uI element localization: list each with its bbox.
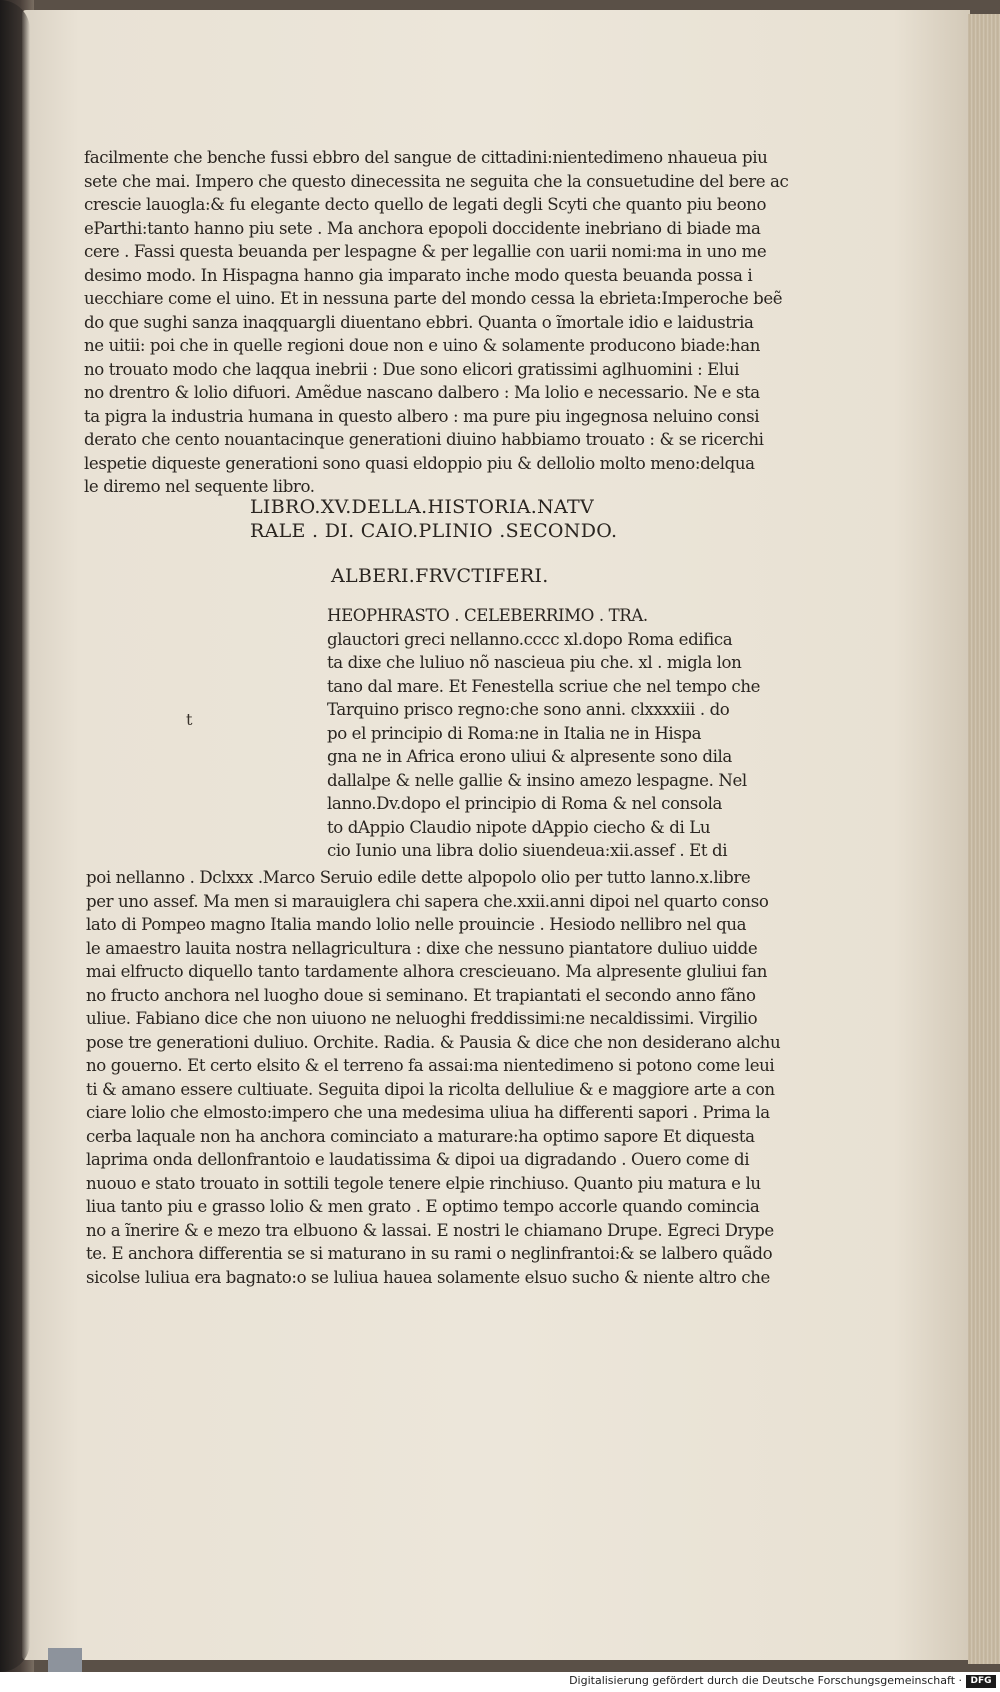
book-title-line-2: RALE . DI. CAIO.PLINIO .SECONDO. [250, 520, 618, 542]
text-line: no fructo anchora nel luogho doue si seminano. Et trapiantati el secondo anno fãno [86, 985, 756, 1005]
text-line: gna ne in Africa erono uliui & alpresente sono dila [327, 747, 732, 766]
text-line: no a ĩnerire & e mezo tra elbuono & lassai. E nostri le chiamano Drupe. Egreci Drype [86, 1220, 774, 1240]
text-line: eParthi:tanto hanno piu sete . Ma anchora epopoli doccidente inebriano di biade ma [84, 218, 761, 238]
text-line: to dAppio Claudio nipote dAppio ciecho & di Lu [327, 817, 711, 837]
binding-curl [0, 0, 30, 1672]
page-edges [968, 14, 1000, 1664]
text-line: sete che mai. Impero che questo dinecessita ne seguita che la consuetudine del bere ac [84, 171, 789, 191]
text-line: poi nellanno . Dclxxx .Marco Seruio edile dette alpopolo olio per tutto lanno.x.libre [86, 868, 751, 887]
text-line: derato che cento nouantacinque generationi diuino habbiamo trouato : & se ricerchi [84, 430, 764, 449]
text-line: pose tre generationi duliuo. Orchite. Radia. & Pausia & dice che non desiderano alchu [86, 1032, 781, 1052]
text-line: po el principio di Roma:ne in Italia ne in Hispa [327, 723, 702, 743]
dfg-logo: DFG [966, 1675, 996, 1688]
text-line: lespetie diqueste generationi sono quasi eldoppio piu & dellolio molto meno:delqua [84, 453, 755, 473]
initial-placeholder: t [186, 710, 193, 729]
text-line: ne uitii: poi che in quelle regioni doue non e uino & solamente producono biade:han [84, 336, 761, 355]
paragraph-top [84, 146, 788, 499]
text-line: uecchiare come el uino. Et in nessuna parte del mondo cessa la ebrieta:Imperoche beẽ [84, 289, 783, 308]
text-line: facilmente che benche fussi ebbro del sangue de cittadini:nientedimeno nhaueua piu [84, 148, 768, 167]
text-line: liua tanto piu e grasso lolio & men grato . E optimo tempo accorle quando comincia [86, 1197, 760, 1216]
text-line: le amaestro lauita nostra nellagricultura : dixe che nessuno piantatore duliuo uidde [86, 938, 758, 958]
text-line: sicolse luliua era bagnato:o se luliua hauea solamente elsuo sucho & niente altro che [86, 1267, 770, 1287]
text-line: nuouo e stato trouato in sottili tegole tenere elpie rinchiuso. Quanto piu matura e lu [86, 1173, 761, 1193]
text-line: do que sughi sanza inaqquargli diuentano ebbri. Quanta o ĩmortale idio e laidustria [84, 312, 754, 332]
text-line: lato di Pompeo magno Italia mando lolio nelle prouincie . Hesiodo nellibro nel qua [86, 915, 747, 934]
text-line: laprima onda dellonfrantoio e laudatissima & dipoi ua digradando . Ouero come di [86, 1150, 750, 1169]
text-line: crescie lauogla:& fu elegante decto quello de legati degli Scyti che quanto piu beono [84, 195, 767, 214]
text-line: ta pigra la industria humana in questo albero : ma pure piu ingegnosa neluino consi [84, 406, 760, 426]
book-title-line-1: LIBRO.XV.DELLA.HISTORIA.NATV [250, 496, 594, 518]
text-line: le diremo nel sequente libro. [84, 477, 315, 496]
text-line: ciare lolio che elmosto:impero che una medesima uliua ha differenti sapori . Prima la [86, 1103, 770, 1122]
text-line: Tarquino prisco regno:che sono anni. clxxxxiii . do [327, 700, 730, 719]
text-line: desimo modo. In Hispagna hanno gia imparato inche modo questa beuanda possa i [84, 265, 753, 285]
text-line: cerba laquale non ha anchora cominciato a maturare:ha optimo sapore Et diquesta [86, 1126, 755, 1146]
footer-credit: Digitalisierung gefördert durch die Deutsche Forschungsgemeinschaft · [569, 1674, 962, 1687]
text-line: no drentro & lolio difuori. Amẽdue nascano dalbero : Ma lolio e necessario. Ne e sta [84, 383, 760, 402]
bookmark-ribbon [48, 1648, 82, 1672]
text-line: no trouato modo che laqqua inebrii : Due sono elicori gratissimi aglhuomini : Elui [84, 359, 739, 379]
text-line: ta dixe che luliuo nõ nascieua piu che. xl . migla lon [327, 653, 742, 672]
text-line: per uno assef. Ma men si marauiglera chi sapera che.xxii.anni dipoi nel quarto conso [86, 891, 769, 911]
text-line: no gouerno. Et certo elsito & el terreno fa assai:ma nientedimeno si potono come leui [86, 1056, 775, 1075]
footer-bar [0, 1672, 1000, 1692]
text-line: dallalpe & nelle gallie & insino amezo lespagne. Nel [327, 770, 747, 790]
text-line: uliue. Fabiano dice che non uiuono ne neluoghi freddissimi:ne necaldissimi. Virgilio [86, 1009, 758, 1028]
text-line: lanno.Dv.dopo el principio di Roma & nel consola [327, 794, 722, 813]
text-line: cere . Fassi questa beuanda per lespagne & per legallie con uarii nomi:ma in uno me [84, 242, 767, 261]
text-line: cio Iunio una libra dolio siuendeua:xii.assef . Et di [327, 841, 728, 860]
text-line: mai elfructo diquello tanto tardamente alhora crescieuano. Ma alpresente gluliui fan [86, 962, 768, 981]
paragraph-bottom [86, 866, 780, 1289]
text-line: te. E anchora differentia se si maturano in su rami o neglinfrantoi:& se lalbero quãdo [86, 1244, 773, 1263]
text-line: HEOPHRASTO . CELEBERRIMO . TRA. [327, 606, 648, 625]
section-subtitle: ALBERI.FRVCTIFERI. [331, 565, 549, 587]
text-line: glauctori greci nellanno.cccc xl.dopo Roma edifica [327, 629, 733, 649]
paragraph-indented [327, 604, 760, 863]
text-line: tano dal mare. Et Fenestella scriue che nel tempo che [327, 676, 761, 696]
text-line: ti & amano essere cultiuate. Seguita dipoi la ricolta delluliue & e maggiore arte a con [86, 1079, 775, 1099]
